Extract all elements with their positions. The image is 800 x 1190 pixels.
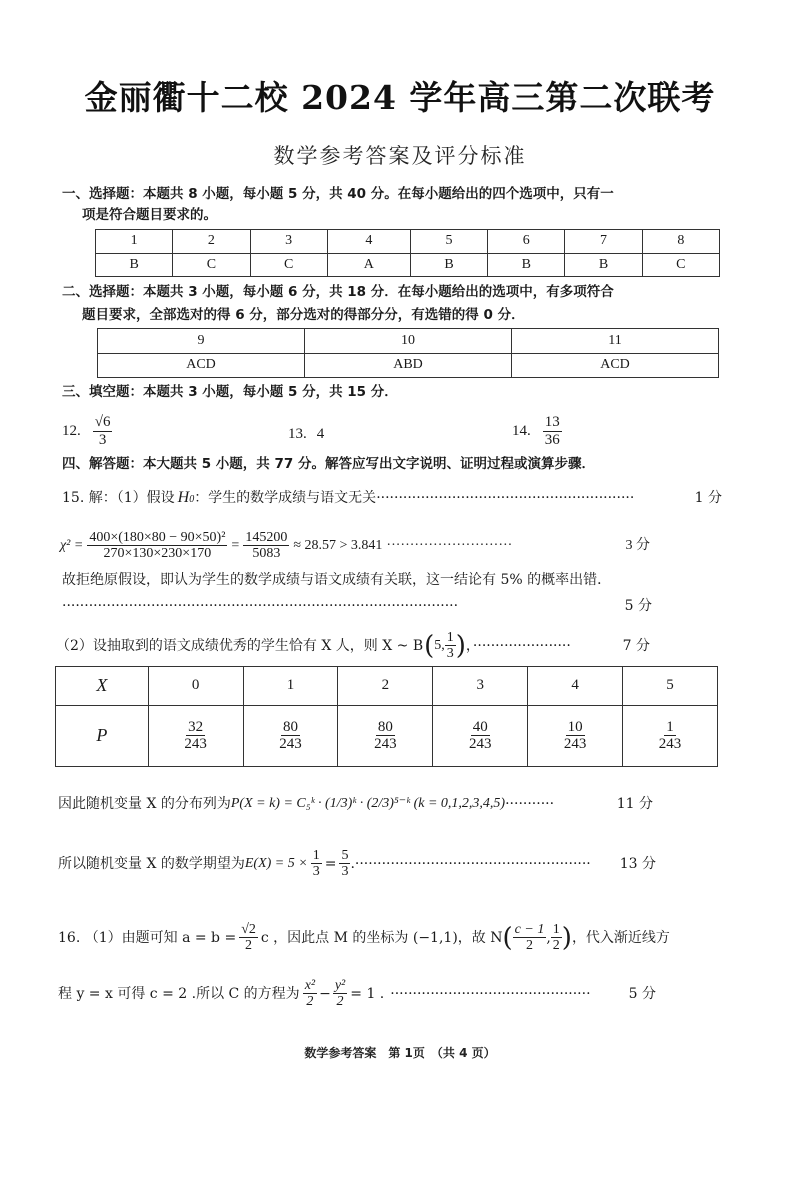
dist-text: 因此随机变量 X 的分布列为: [58, 796, 231, 812]
p-value-cell: [338, 705, 433, 766]
answer-cell: ACD: [98, 353, 305, 378]
n-x-numerator: c − 1: [514, 922, 545, 937]
p-value-cell: [528, 705, 623, 766]
answer-cell: ACD: [512, 353, 719, 378]
q16-text-line2: 程 y = x 可得 c = 2 .所以 C 的方程为: [58, 985, 300, 1002]
exp-equals: =: [324, 855, 337, 872]
expectation-line: [58, 848, 656, 880]
q12-numerator: √6: [94, 414, 111, 430]
question-number-cell: 11: [512, 329, 719, 354]
p-value-cell: [148, 705, 243, 766]
q14-label: 14.: [512, 423, 531, 439]
leader-dots: ···························: [386, 537, 513, 553]
chi-numerator: 400×(180×80 − 90×50)²: [89, 530, 226, 545]
probability-numerator: 80: [282, 718, 298, 735]
chi-fraction: [87, 530, 227, 562]
x-value-cell: 5: [623, 667, 718, 706]
q13-value: 4: [316, 426, 325, 442]
x-value-cell: 0: [148, 667, 243, 706]
chi-numerator-2: 145200: [245, 530, 288, 545]
chi-denominator-2: 5083: [252, 546, 281, 562]
probability-fraction: [277, 719, 304, 753]
p-label-cell: P: [56, 705, 149, 766]
answer-cell: B: [565, 253, 642, 277]
p-value-cell: [433, 705, 528, 766]
p-row: [56, 705, 718, 766]
h0-subscript: 0: [189, 494, 195, 505]
x-value-cell: 2: [338, 667, 433, 706]
exp-fraction-1: [311, 848, 322, 880]
score-1: 1 分: [694, 490, 722, 506]
x-row: [56, 667, 718, 706]
question-number-cell: 7: [565, 230, 642, 254]
q15-part1-text: ：学生的数学成绩与语文无关: [194, 490, 377, 506]
question-number-cell: 6: [488, 230, 565, 254]
distribution-table: [55, 666, 718, 767]
score-7: 7 分: [622, 637, 650, 654]
q16-line2: [58, 978, 656, 1010]
probability-fraction: [467, 719, 494, 753]
q13-label: 13.: [288, 426, 307, 442]
probability-numerator: 40: [472, 718, 488, 735]
binom-p: [445, 630, 456, 662]
answer-cell: B: [488, 253, 565, 277]
p-value-cell: [243, 705, 338, 766]
q12-label: 12.: [62, 423, 81, 439]
question-number-cell: 5: [410, 230, 487, 254]
page-subtitle: 数学参考答案及评分标准: [273, 144, 527, 168]
x-value-cell: 3: [433, 667, 528, 706]
score-13: 13 分: [619, 855, 656, 872]
sqrt2-denominator: 2: [245, 938, 253, 954]
chi-result: ≈ 28.57 > 3.841: [293, 537, 383, 553]
question-number-cell: 2: [173, 230, 250, 254]
leader-dots: ···········: [505, 796, 555, 812]
q15-part1-line: [62, 488, 722, 510]
q12-denominator: 3: [98, 431, 107, 448]
question-number-row: [98, 329, 719, 354]
probability-numerator: 32: [188, 718, 204, 735]
question-number-cell: 10: [305, 329, 512, 354]
distribution-formula-line: [58, 794, 653, 814]
x2-fraction: [303, 978, 317, 1010]
probability-numerator: 10: [567, 718, 583, 735]
x-value-cell: 4: [528, 667, 623, 706]
answer-cell: C: [642, 253, 719, 277]
exp-numerator-2: 5: [341, 848, 349, 863]
h0-symbol: H: [177, 489, 190, 506]
probability-denominator: 243: [184, 736, 207, 753]
minus-sign: −: [319, 985, 331, 1002]
score-5: 5 分: [624, 598, 652, 614]
answer-row: [98, 353, 719, 378]
section1-heading-cont: 项是符合题目要求的。: [82, 207, 217, 223]
leader-dots: ··························································: [376, 490, 635, 506]
q14-denominator: 36: [544, 431, 560, 448]
score-11: 11 分: [616, 796, 653, 812]
q15-conclusion-score-line: [62, 596, 652, 616]
q15-conclusion: 故拒绝原假设，即认为学生的数学成绩与语文成绩有关联，这一结论有 5% 的概率出错．: [62, 572, 612, 588]
y2-numerator: y²: [334, 978, 346, 993]
section1-answer-table: [95, 229, 720, 277]
question-number-cell: 4: [327, 230, 410, 254]
section2-heading: 二、选择题：本题共 3 小题，每小题 6 分，共 18 分．在每小题给出的选项中，有多项符合: [62, 284, 614, 300]
n-y-denominator: 2: [552, 938, 560, 954]
n-x-fraction: [513, 922, 547, 954]
q12-fraction: [93, 414, 113, 448]
probability-fraction: [182, 719, 209, 753]
question-number-cell: 9: [98, 329, 305, 354]
q14-answer: [512, 414, 562, 448]
probability-denominator: 243: [374, 736, 397, 753]
comma: ,: [546, 929, 551, 946]
left-paren: (: [424, 630, 435, 661]
p-value-cell: [623, 705, 718, 766]
sqrt2-fraction: [239, 922, 258, 954]
section2-heading-cont: 题目要求，全部选对的得 6 分，部分选对的得部分分，有选错的得 0 分．: [82, 307, 525, 323]
page-title: 金丽衢十二校 2024 学年高三第二次联考: [84, 78, 716, 117]
x2-numerator: x²: [304, 978, 316, 993]
exp-numerator-1: 1: [312, 848, 320, 863]
probability-fraction: [562, 719, 589, 753]
leader-dots: ·························································································: [62, 598, 459, 614]
probability-fraction: [372, 719, 399, 753]
sqrt2-numerator: √2: [241, 922, 256, 937]
q16-text-b: c ，因此点 M 的坐标为 (−1,1)，故 N: [260, 929, 503, 946]
question-number-row: [96, 230, 720, 254]
right-paren: ): [455, 630, 466, 661]
probability-numerator: 80: [377, 718, 393, 735]
x-value-cell: 1: [243, 667, 338, 706]
y2-fraction: [333, 978, 347, 1010]
q16-text-c: ，代入渐近线方: [571, 929, 670, 946]
question-number-cell: 1: [96, 230, 173, 254]
right-paren: ): [561, 922, 572, 953]
q14-numerator: 13: [544, 414, 560, 430]
binom-n: 5,: [434, 637, 445, 653]
leader-dots: ·············································: [390, 985, 591, 1002]
section2-answer-table: [97, 328, 719, 378]
left-paren: (: [502, 922, 513, 953]
exp-formula: E(X) = 5 ×: [244, 855, 308, 871]
n-y-numerator: 1: [552, 922, 560, 937]
y2-denominator: 2: [336, 994, 344, 1010]
dist-formula: P(X = k) = C₅ᵏ · (1/3)ᵏ · (2/3)⁵⁻ᵏ (k = 0,1,2,3,4,5): [230, 796, 506, 811]
answer-cell: B: [96, 253, 173, 277]
q16-text-a: 16. （1）由题可知 a = b =: [58, 929, 237, 946]
probability-denominator: 243: [658, 736, 682, 753]
x2-denominator: 2: [306, 994, 314, 1010]
chi-square-line: [60, 530, 650, 562]
q15-part2-text: （2）设抽取到的语文成绩优秀的学生恰有 X 人，则 X ~ B: [56, 637, 424, 654]
x-label-cell: X: [56, 667, 149, 706]
chi-equals: =: [231, 537, 240, 553]
answer-cell: C: [250, 253, 327, 277]
q12-answer: [62, 414, 112, 448]
answer-cell: C: [173, 253, 250, 277]
question-number-cell: 3: [250, 230, 327, 254]
chi-fraction-2: [243, 530, 289, 562]
q14-fraction: [543, 414, 562, 448]
probability-fraction: [657, 719, 684, 753]
answer-row: [96, 253, 720, 277]
chi-lhs: χ² =: [60, 537, 84, 553]
chi-denominator: 270×130×230×170: [103, 546, 212, 562]
answer-cell: B: [410, 253, 487, 277]
n-y-fraction: [551, 922, 562, 954]
q15-prefix: 15. 解：（1）假设: [62, 490, 175, 506]
page-footer: 数学参考答案 第 1页 （共 4 页）: [304, 1046, 496, 1060]
binom-p-denominator: 3: [446, 646, 454, 662]
q15-part2-line: [56, 630, 650, 662]
probability-denominator: 243: [468, 736, 492, 753]
exp-text: 所以随机变量 X 的数学期望为: [58, 855, 245, 872]
leader-dots: ，······················: [465, 637, 571, 654]
section1-heading: 一、选择题：本题共 8 小题，每小题 5 分，共 40 分。在每小题给出的四个选项中，只有一: [62, 186, 614, 202]
score-3: 3 分: [625, 537, 650, 553]
exp-denominator-2: 3: [341, 864, 349, 880]
score-5-q16: 5 分: [628, 985, 656, 1002]
section3-heading: 三、填空题：本题共 3 小题，每小题 5 分，共 15 分．: [62, 384, 398, 400]
probability-numerator: 1: [666, 718, 674, 735]
exp-denominator-1: 3: [312, 864, 320, 880]
q16-line1: [58, 922, 718, 954]
eq-rhs: = 1 .: [350, 985, 385, 1002]
question-number-cell: 8: [642, 230, 719, 254]
probability-denominator: 243: [563, 736, 587, 753]
q13-answer: [288, 424, 324, 444]
leader-dots: .·····················································: [350, 855, 591, 872]
answer-cell: ABD: [305, 353, 512, 378]
exp-fraction-2: [339, 848, 350, 880]
answer-cell: A: [327, 253, 410, 277]
n-x-denominator: 2: [525, 938, 533, 954]
binom-p-numerator: 1: [446, 630, 454, 645]
probability-denominator: 243: [279, 736, 302, 753]
section4-heading: 四、解答题：本大题共 5 小题，共 77 分。解答应写出文字说明、证明过程或演算步骤．: [62, 456, 595, 472]
